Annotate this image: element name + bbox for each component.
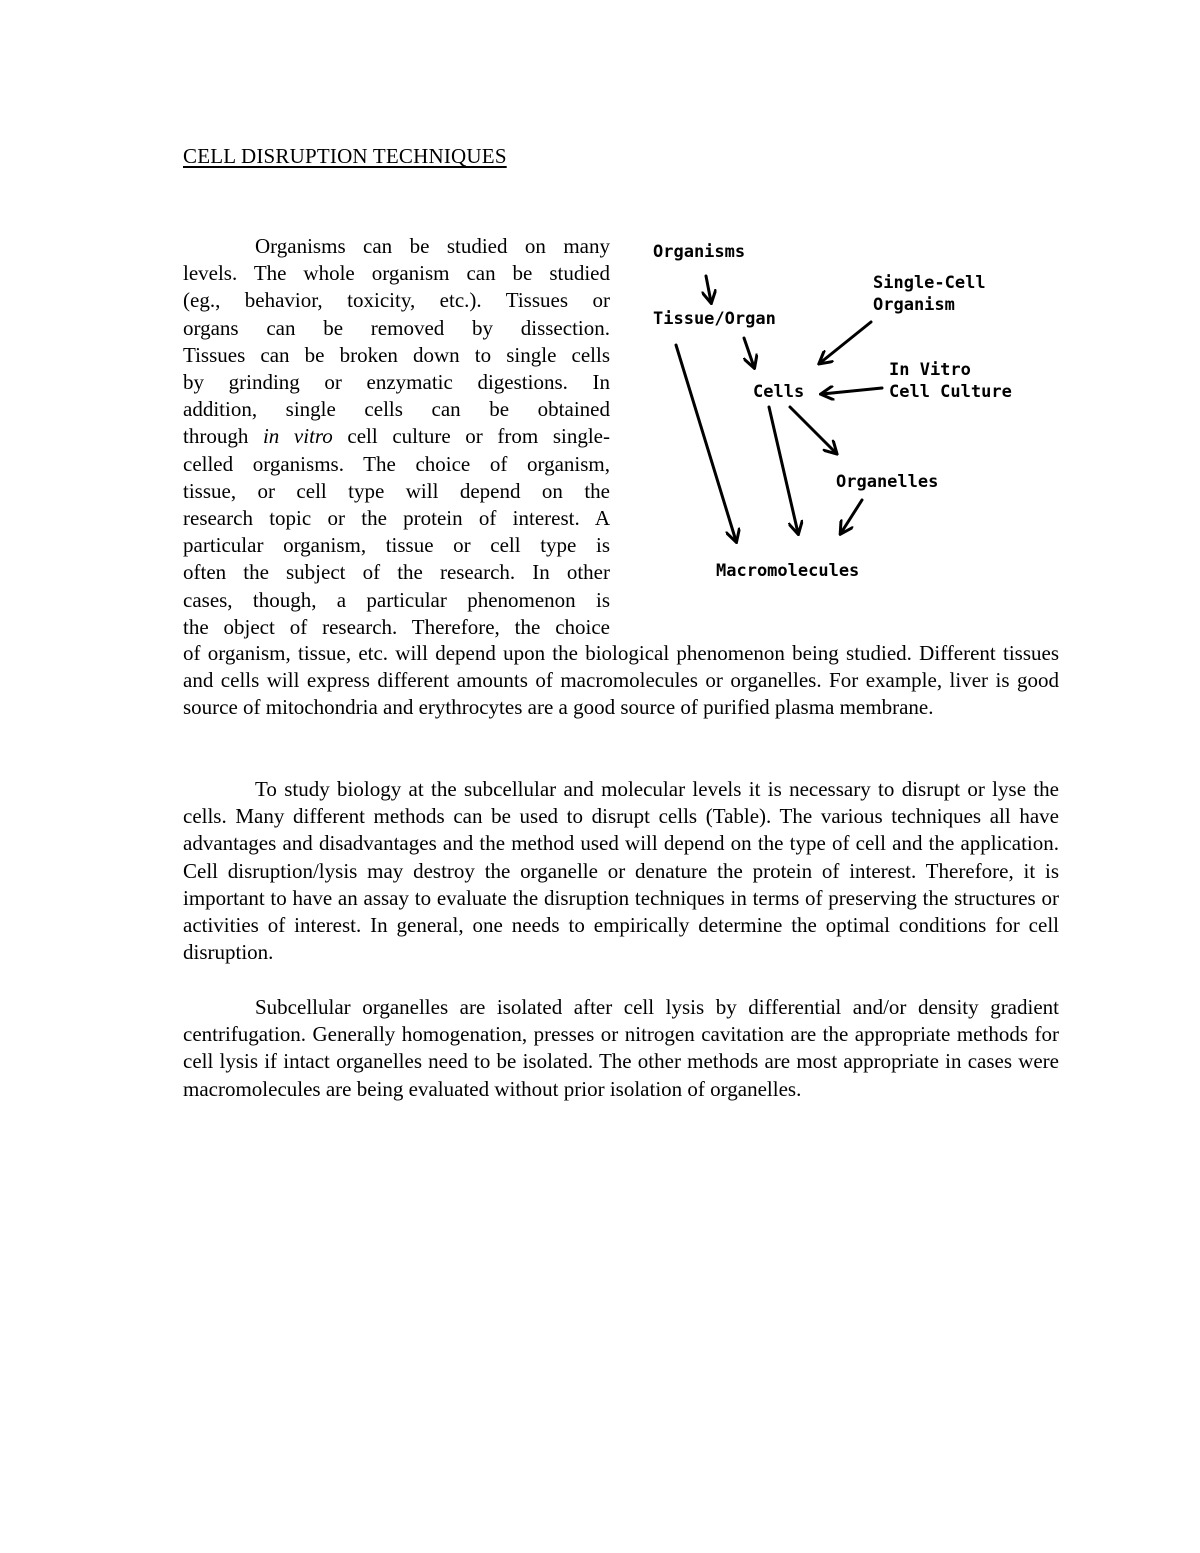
- label-tissue-organ: Tissue/Organ: [653, 309, 776, 329]
- text-line: Organisms can be studied on many: [255, 234, 610, 258]
- text-line: celled organisms. The choice of organism,: [183, 451, 610, 476]
- text-line: (eg., behavior, toxicity, etc.). Tissues or: [183, 288, 610, 313]
- paragraph-2: To study biology at the subcellular and molecular levels it is necessary to disrupt or lyse the cells. Many different methods can be used to disrupt cells (Table). The various techniques all have advantages and disadvantages and the method used will depend on the type of cell and the application. Cell disruption/lysis may destroy the organelle or denature the protein of interest. Therefore, it is important to have an assay to evaluate the disruption techniques in terms of preserving the structures or activities of interest. In general, one needs to empirically determine the optimal conditions for cell disruption.: [183, 777, 1059, 965]
- text-line: cases, though, a particular phenomenon is: [183, 587, 610, 612]
- label-single-cell-2: Organism: [873, 295, 955, 315]
- organization-levels-diagram: [640, 230, 1060, 590]
- label-macromolecules: Macromolecules: [716, 561, 860, 581]
- text-line: Tissues can be broken down to single cells: [183, 342, 610, 367]
- text-line: organs can be removed by dissection.: [183, 315, 610, 340]
- text-line: research topic or the protein of interest. A: [183, 506, 610, 531]
- italic-term: in vitro: [262, 424, 333, 449]
- text-line: levels. The whole organism can be studied: [183, 261, 610, 286]
- label-in-vitro-2: Cell Culture: [889, 382, 1012, 402]
- label-organisms: Organisms: [653, 242, 746, 262]
- label-organelles: Organelles: [836, 472, 939, 492]
- text-line: through in vitro cell culture or from single-: [183, 424, 610, 449]
- text-line: tissue, or cell type will depend on the: [183, 478, 610, 503]
- text-line: often the subject of the research. In other: [183, 560, 610, 585]
- arrow-organelles-to-macromolecules: [841, 500, 862, 533]
- arrow-tissue-to-cells: [744, 338, 754, 367]
- arrow-single-cell-to-cells: [820, 322, 871, 363]
- text-line: the object of research. Therefore, the choice: [183, 614, 610, 639]
- text-line: particular organism, tissue or cell type is: [183, 533, 610, 558]
- arrow-tissue-to-macromolecules: [676, 345, 736, 541]
- arrow-in-vitro-to-cells: [822, 388, 882, 394]
- paragraph-1-column: [183, 233, 610, 641]
- paragraph-3: Subcellular organelles are isolated after cell lysis by differential and/or density gradient centrifugation. Generally homogenation, presses or nitrogen cavitation are the appropriate methods for cell lysis if intact organelles need to be isolated. The other methods are most appropriate in cases were macromolecules are being evaluated without prior isolation of organelles.: [183, 995, 1059, 1101]
- page-title: CELL DISRUPTION TECHNIQUES: [183, 144, 507, 168]
- text-line: by grinding or enzymatic digestions. In: [183, 370, 610, 395]
- paragraph-1-continuation: of organism, tissue, etc. will depend upon the biological phenomenon being studied. Different tissues and cells will express different amounts of macromolecules or organelles. For example, liver is good source of mitochondria and erythrocytes are a good source of purified plasma membrane.: [183, 641, 1059, 720]
- arrow-organisms-to-tissue: [706, 276, 711, 302]
- label-single-cell-1: Single-Cell: [873, 273, 986, 293]
- arrow-cells-to-macromolecules: [769, 407, 798, 533]
- arrow-cells-to-organelles: [790, 407, 836, 453]
- label-in-vitro-1: In Vitro: [889, 360, 971, 380]
- text-line: addition, single cells can be obtained: [183, 397, 610, 422]
- label-cells: Cells: [753, 382, 805, 402]
